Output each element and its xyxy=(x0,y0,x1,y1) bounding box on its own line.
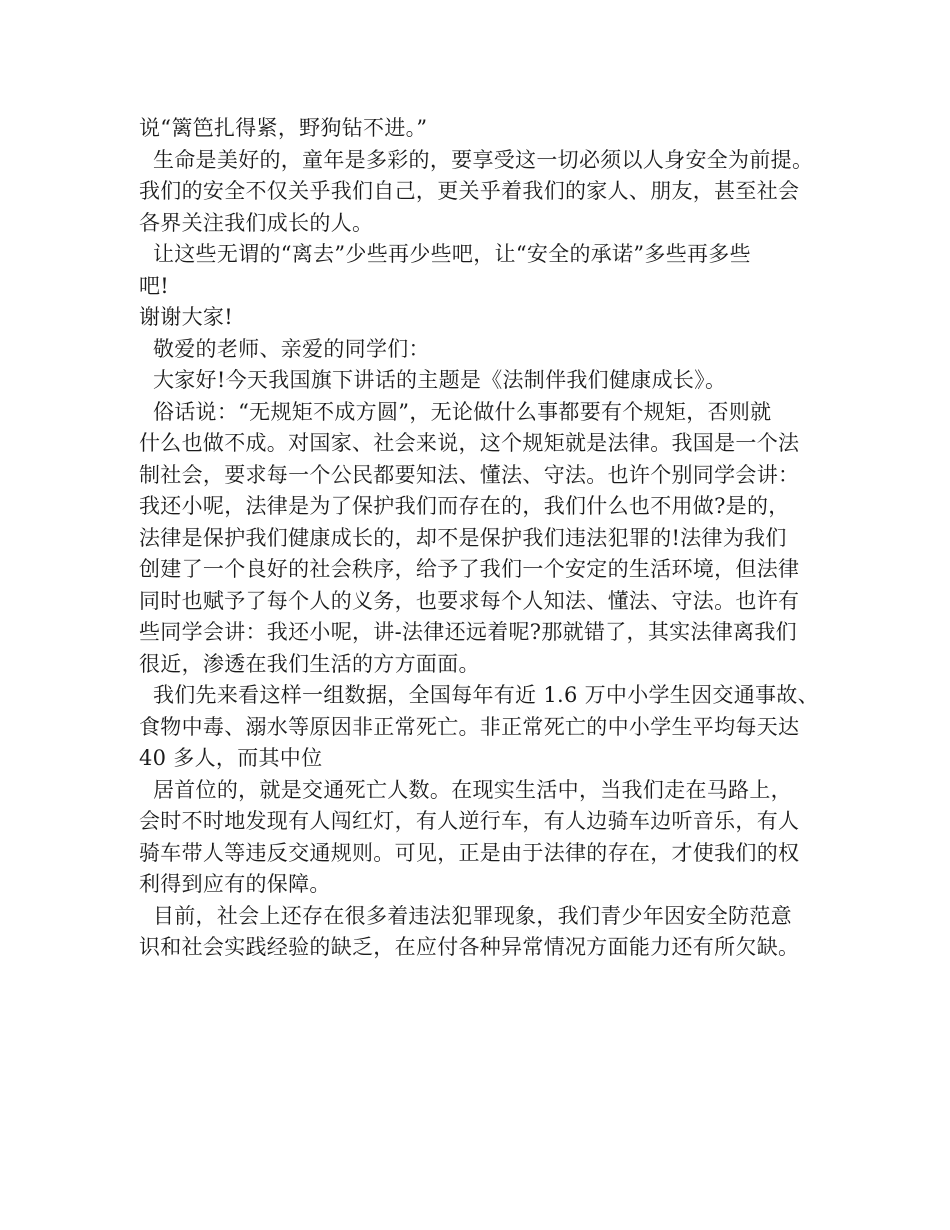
body-text xyxy=(139,113,839,964)
text-line: 目前，社会上还存在很多着违法犯罪现象，我们青少年因安全防范意 xyxy=(139,903,792,928)
text-line: 各界关注我们成长的人。 xyxy=(139,210,374,235)
text-line: 我还小呢，法律是为了保护我们而存在的，我们什么也不用做?是的， xyxy=(139,494,790,518)
text-line: 骑车带人等违反交通规则。可见，正是由于法律的存在，才使我们的权 xyxy=(139,840,800,865)
text-line: 居首位的，就是交通死亡人数。在现实生活中，当我们走在马路上， xyxy=(139,777,792,802)
text-line: 吧! xyxy=(139,273,170,298)
text-line: 我们先来看这样一组数据，全国每年有近 1.6 万中小学生因交通事故、 xyxy=(139,683,819,707)
text-line: 利得到应有的保障。 xyxy=(139,872,331,896)
text-line: 俗话说：“无规矩不成方圆”，无论做什么事都要有个规矩，否则就 xyxy=(139,399,772,424)
text-line: 说“篱笆扎得紧，野狗钻不进。” xyxy=(139,116,428,140)
text-line: 食物中毒、溺水等原因非正常死亡。非正常死亡的中小学生平均每天达 xyxy=(139,714,800,739)
text-line: 什么也做不成。对国家、社会来说，这个规矩就是法律。我国是一个法 xyxy=(139,431,800,455)
text-line: 些同学会讲：我还小呢，讲-法律还远着呢?那就错了，其实法律离我们 xyxy=(139,620,797,644)
text-line: 谢谢大家! xyxy=(139,305,233,329)
text-line: 会时不时地发现有人闯红灯，有人逆行车，有人边骑车边听音乐，有人 xyxy=(139,809,800,833)
text-line: 法律是保护我们健康成长的，却不是保护我们违法犯罪的!法律为我们 xyxy=(139,525,787,550)
text-line: 同时也赋予了每个人的义务，也要求每个人知法、懂法、守法。也许有 xyxy=(139,588,800,613)
text-line: 很近，渗透在我们生活的方方面面。 xyxy=(139,651,480,676)
text-line: 识和社会实践经验的缺乏，在应付各种异常情况方面能力还有所欠缺。 xyxy=(139,935,800,959)
text-line: 40 多人，而其中位 xyxy=(139,746,323,770)
text-line: 制社会，要求每一个公民都要知法、懂法、守法。也许个别同学会讲： xyxy=(139,462,800,487)
text-line: 我们的安全不仅关乎我们自己，更关乎着我们的家人、朋友，甚至社会 xyxy=(139,179,800,203)
text-line: 创建了一个良好的社会秩序，给予了我们一个安定的生活环境，但法律 xyxy=(139,557,800,581)
text-line: 生命是美好的，童年是多彩的，要享受这一切必须以人身安全为前提。 xyxy=(139,147,814,172)
text-line: 大家好!今天我国旗下讲话的主题是《法制伴我们健康成长》。 xyxy=(139,368,727,392)
text-line: 让这些无谓的“离去”少些再少些吧，让“安全的承诺”多些再多些 xyxy=(139,242,751,266)
text-line: 敬爱的老师、亲爱的同学们： xyxy=(139,336,430,361)
